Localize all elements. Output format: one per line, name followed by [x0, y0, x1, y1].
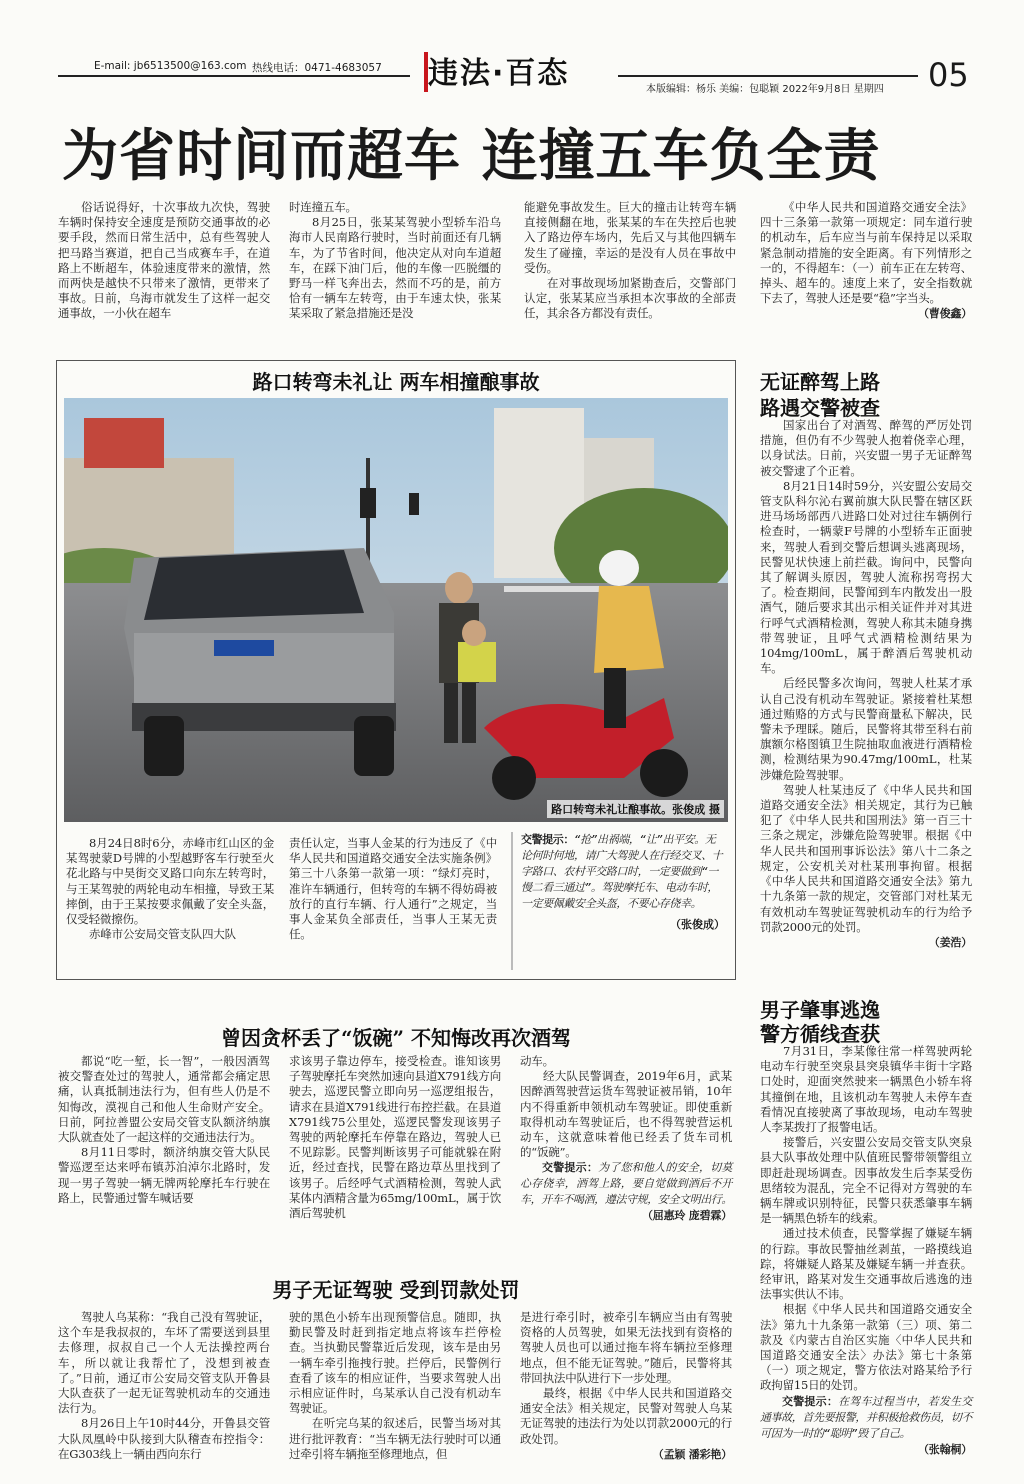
unlicensed-col-3: 是进行牵引时，被牵引车辆应当由有驾驶资格的人员驾驶，如果无法找到有资格的驾驶人员也可以通过拖车将车辆拉至修理地点，但不能无证驾驶。”随后，民警将其带回执法中队进行下一步处理。 最终，根据《中华人民共和国道路交通安全法》相关规定，民警对驾驶人乌某无证驾驶的违法行为处以罚款2000元的行政处罚。 （孟颖 潘彩艳） — [520, 1310, 732, 1461]
lead-col-4: 《中华人民共和国道路交通安全法》四十三条第一款第一项规定：同车道行驶的机动车，后车应当与前车保持足以采取紧急制动措施的安全距离。有下列情形之一的，不得超车：（一）前车正在左转弯、掉头、超车的。速度上来了，安全指数就下去了，驾驶人还是要“稳”字当头。 （曹俊鑫） — [760, 200, 972, 321]
unlicensed-col-1: 驾驶人乌某称：“我自己没有驾驶证，这个车是我叔叔的，车坏了需要送到县里去修理，叔叔自己一个人无法操控两台车，所以就让我帮忙了，没想到被查了。”日前，通辽市公安局交管支队开鲁县大队查获了一起无证驾驶机动车的交通违法行为。 8月26日上午10时44分，开鲁县交管大队凤凰岭中队接到大队稽查布控指令：在G303线上一辆由西向东行 — [58, 1310, 270, 1461]
repeat-col-3: 动车。 经大队民警调查，2019年6月，武某因醉酒驾驶营运货车驾驶证被吊销，10年内不得重新申领机动车驾驶证。即使重新取得机动车驾驶证后，也不得驾驶营运机动车，这就意味着他已经丢了货车司机的“饭碗”。 交警提示：为了您和他人的安全，切莫心存侥幸，酒驾上路，要自觉做到酒后不开车，开车不喝酒，遵法守规，安全文明出行。 （屈惠玲 庞碧霖） — [520, 1054, 732, 1223]
repeat-tip-text: 为了您和他人的安全，切莫心存侥幸，酒驾上路，要自觉做到酒后不开车，开车不喝酒，遵法守规，安全文明出行。 — [520, 1161, 732, 1207]
drunk-headline-2: 路遇交警被查 — [760, 396, 880, 420]
hitrun-tip-label: 交警提示： — [782, 1394, 839, 1408]
lead-headline: 为省时间而超车 连撞五车负全责 — [62, 123, 881, 189]
drunk-byline: （姜浩） — [928, 935, 972, 949]
crash-scene-image — [64, 398, 728, 822]
drunk-headline-1: 无证醉驾上路 — [760, 370, 880, 394]
masthead-rule-left — [58, 75, 410, 77]
hitrun-tip-text: 在驾车过程当中，若发生交通事故，首先要报警，并积极抢救伤员，切不可因为一时的“聪明”毁了自己。 — [760, 1394, 972, 1440]
unlicensed-headline: 男子无证驾驶 受到罚款处罚 — [272, 1278, 520, 1302]
photo-story-byline: （张俊成） — [670, 918, 725, 931]
lead-byline: （曹俊鑫） — [918, 307, 972, 321]
hitrun-headline-1: 男子肇事逃逸 — [760, 998, 880, 1022]
page-number: 05 — [928, 56, 969, 94]
lead-col-3: 能避免事故发生。巨大的撞击让转弯车辆直接侧翻在地，张某某的车在失控后也驶入了路边停车场内，先后又与其他四辆车发生了碰撞，幸运的是没有人员在事故中受伤。 在对事故现场加紧勘查后，交警部门认定，张某某应当承担本次事故的全部责任，其余各方都没有责任。 — [524, 200, 736, 321]
photo-story-col-2: 责任认定，当事人金某的行为违反了《中华人民共和国道路交通安全法实施条例》第三十八条第一款第一项：“绿灯亮时，准许车辆通行，但转弯的车辆不得妨碍被放行的直行车辆、行人通行”之规定，当事人金某负全部责任，当事人王某无责任。 — [289, 836, 497, 942]
photo-story-tip-box — [511, 832, 725, 970]
tip-text: “抢”出祸端，“让”出平安。无论何时何地，请广大驾驶人在行经交叉、十字路口、农村平交路口时，一定要做到“一慢二看三通过”。驾驶摩托车、电动车时，一定要佩戴安全头盔，不要心存侥幸。 — [521, 833, 723, 910]
lead-col-1: 俗话说得好，十次事故九次快，驾驶车辆时保持安全速度是预防交通事故的必要手段，然而日常生活中，总有些驾驶人把马路当赛道，把自己当成赛车手，在道路上不断超车，体验速度带来的激情，然而两快是越快不只带来了激情，更带来了事故。日前，乌海市就发生了这样一起交通事故，一小伙在超车 — [58, 200, 270, 321]
hitrun-headline-2: 警方循线查获 — [760, 1022, 880, 1046]
editor-info: 本版编辑：杨乐 美编：包聪颖 2022年9月8日 星期四 — [646, 84, 884, 95]
repeat-col-2: 求该男子靠边停车，接受检查。谁知该男子驾驶摩托车突然加速向县道X791线方向驶去，巡逻民警立即向另一巡逻组报告，请求在县道X791线进行布控拦截。在县道X791线75公里处，巡逻民警发现该男子驾驶的两轮摩托车停靠在路边，驾驶人已不见踪影。民警判断该男子可能就躲在附近，经过查找，民警在路边草丛里找到了该男子。后经呼气式酒精检测，驾驶人武某体内酒精含量为65mg/100mL，属于饮酒后驾驶机 — [289, 1054, 501, 1221]
unlicensed-byline: （孟颖 潘彩艳） — [652, 1447, 732, 1461]
photo-story-headline: 路口转弯未礼让 两车相撞酿事故 — [252, 370, 540, 394]
section-title: 违法·百态 — [428, 56, 570, 91]
masthead-rule-right — [618, 75, 918, 77]
lead-col-2: 时连撞五车。 8月25日，张某某驾驶小型轿车沿乌海市人民南路行驶时，当时前面还有几辆车，为了节省时间，他决定从对向车道超车，在踩下油门后，他的车像一匹脱缰的野马一样飞奔出去，然而不巧的是，前方恰有一辆车左转弯，由于车速太快，张某某采取了紧急措施还是没 — [289, 200, 501, 321]
repeat-tip-label: 交警提示： — [542, 1161, 599, 1175]
email-info: E-mail: jb6513500@163.com — [94, 60, 247, 72]
repeat-byline: （屈惠玲 庞碧霖） — [641, 1209, 732, 1223]
photo-caption: 路口转弯未礼让酿事故。张俊成 摄 — [547, 800, 724, 818]
repeat-col-1: 都说“吃一堑，长一智”，一般因酒驾被交警查处过的驾驶人，通常都会痛定思痛，认真抵制违法行为，但有些人仍是不知悔改，漠视自己和他人生命财产安全。日前，阿拉善盟公安局交管支队额济纳旗大队就查处了一起这样的交通违法行为。 8月11日零时，额济纳旗交管大队民警巡逻至达来呼布镇苏泊淖尔北路时，发现一男子驾驶一辆无牌两轮摩托车行驶在路上，民警通过警车喊话要 — [58, 1054, 270, 1205]
tip-label: 交警提示： — [521, 833, 574, 846]
hitrun-byline: （张翰桐） — [918, 1442, 972, 1456]
hotline-info: 热线电话：0471-4683057 — [252, 62, 382, 74]
repeat-headline: 曾因贪杯丢了“饭碗” 不知悔改再次酒驾 — [221, 1026, 571, 1050]
unlicensed-col-2: 驶的黑色小轿车出现预警信息。随即，执勤民警及时赶到指定地点将该车拦停检查。当执勤民警靠近后发现，该车是由另一辆车牵引拖拽行驶。拦停后，民警例行查看了该车的相应证件，当要求驾驶人出示相应证件时，乌某承认自己没有机动车驾驶证。 在听完乌某的叙述后，民警当场对其进行批评教育：“当车辆无法行驶时可以通过牵引将车辆拖至修理地点，但 — [289, 1310, 501, 1461]
photo-story-col-1: 8月24日8时6分，赤峰市红山区的金某驾驶蒙D号牌的小型越野客车行驶至火花北路与中昊街交叉路口向东左转弯时，与王某驾驶的两轮电动车相撞，导致王某摔倒，由于王某按要求佩戴了安全头盔，仅受轻微擦伤。 赤峰市公安局交管支队四大队 — [66, 836, 274, 942]
drunk-body: 国家出台了对酒驾、醉驾的严厉处罚措施，但仍有不少驾驶人抱着侥幸心理，以身试法。日前，兴安盟一男子无证醉驾被交警逮了个正着。 8月21日14时59分，兴安盟公安局交管支队科尔沁右翼前旗大队民警在辖区跃进马场场部西八进路口处对过往车辆例行检查时，一辆蒙F号牌的小型轿车正面驶来，驾驶人看到交警后想调头逃离现场，民警见状快速上前拦截。询问中，民警向其了解调头原因，驾驶人流称拐弯拐大了。检查期间，民警闻到车内散发出一股酒气，随后要求其出示相关证件并对其进行呼气式酒精检测，驾驶人称其未随身携带驾驶证，且呼气式酒精检测结果为104mg/100mL，属于醉酒后驾驶机动车。 后经民警多次询问，驾驶人杜某才承认自己没有机动车驾驶证。紧接着杜某想通过贿赂的方式与民警商量私下解决，民警未予理睬。随后，民警将其带至科右前旗额尔格图镇卫生院抽取血液进行酒精检测，检测结果为90.47mg/100mL，杜某涉嫌危险驾驶罪。 驾驶人杜某违反了《中华人民共和国道路交通安全法》相关规定，其行为已触犯了《中华人民共和国刑法》第一百三十三条之规定，涉嫌危险驾驶罪。根据《中华人民共和国刑事诉讼法》第八十二条之规定，公安机关对杜某刑事拘留。根据《中华人民共和国道路交通安全法》第九十九条第一款的规定，交管部门对杜某无有效机动车驾驶证驾驶机动车的行为给予罚款2000元的处罚。 （姜浩） — [760, 418, 972, 949]
hitrun-body: 7月31日，李某像往常一样驾驶两轮电动车行驶至突泉县突泉镇华丰街十字路口处时，迎面突然驶来一辆黑色小轿车将其撞倒在地，且该机动车驾驶人未停车查看情况直接驶离了事故现场，电动车驾驶人李某拨打了报警电话。 接警后，兴安盟公安局交管支队突泉县大队事故处理中队值班民警带领警组立即赶赴现场调查。因事故发生后李某受伤思绪较为混乱，完全不记得对方驾驶的车辆车牌或识别特征，民警只获悉肇事车辆是一辆黑色轿车的线索。 通过技术侦查，民警掌握了嫌疑车辆的行踪。事故民警抽丝剥茧，一路摸线追踪，将嫌疑人路某及嫌疑车辆一并查获。经审讯，路某对发生交通事故后逃逸的违法事实供认不讳。 根据《中华人民共和国道路交通安全法》第九十九条第一款第（三）项、第二款及《内蒙古自治区实施〈中华人民共和国道路交通安全法〉办法》第七十条第（一）项之规定，警方依法对路某给予行政拘留15日的处罚。 交警提示：在驾车过程当中，若发生交通事故，首先要报警，并积极抢救伤员，切不可因为一时的“聪明”毁了自己。 （张翰桐） — [760, 1044, 972, 1456]
section-red-mark — [424, 52, 428, 92]
photo-story-photo — [64, 398, 728, 822]
